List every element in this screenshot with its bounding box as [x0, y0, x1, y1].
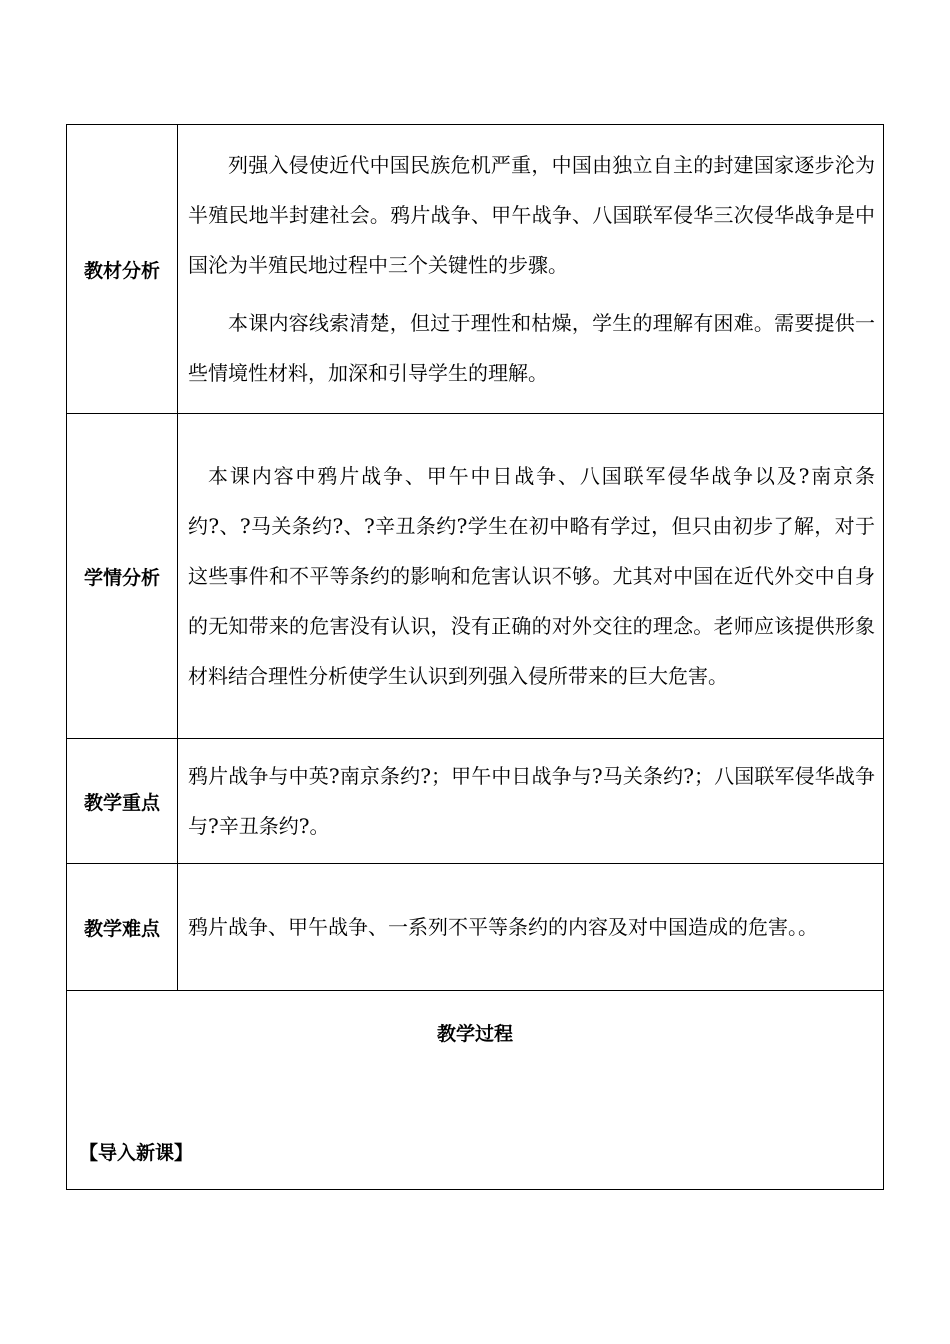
- paragraph: 鸦片战争与中英?南京条约?；甲午中日战争与?马关条约?；八国联军侵华战争与?辛丑条约?。: [188, 764, 875, 838]
- lesson-plan-table: [66, 124, 884, 1190]
- row-content: [178, 739, 884, 864]
- table-row-textbook-analysis: [67, 125, 884, 414]
- row-label: 教学重点: [67, 739, 178, 864]
- table-row-difficult-points: [67, 864, 884, 991]
- row-content: [178, 864, 884, 991]
- row-label: 教学难点: [67, 864, 178, 991]
- row-content: [178, 125, 884, 414]
- row-content: [178, 414, 884, 739]
- paragraph: 列强入侵使近代中国民族危机严重，中国由独立自主的封建国家逐步沦为半殖民地半封建社会。鸦片战争、甲午战争、八国联军侵华三次侵华战争是中国沦为半殖民地过程中三个关键性的步骤。: [188, 153, 875, 277]
- paragraph: 本课内容线索清楚，但过于理性和枯燥，学生的理解有困难。需要提供一些情境性材料，加深和引导学生的理解。: [188, 311, 875, 385]
- table-row-key-points: [67, 739, 884, 864]
- table-row-student-analysis: [67, 414, 884, 739]
- process-cell: [67, 991, 884, 1190]
- row-label: 教材分析: [67, 125, 178, 414]
- intro-heading: 【导入新课】: [79, 1142, 194, 1164]
- row-label: 学情分析: [67, 414, 178, 739]
- paragraph: 鸦片战争、甲午战争、一系列不平等条约的内容及对中国造成的危害。。: [188, 915, 818, 939]
- paragraph: 本课内容中鸦片战争、甲午中日战争、八国联军侵华战争以及?南京条约?、?马关条约?、?辛丑条约?学生在初中略有学过，但只由初步了解，对于这些事件和不平等条约的影响和危害认识不够。尤其对中国在近代外交中自身的无知带来的危害没有认识，没有正确的对外交往的理念。老师应该提供形象材料结合理性分析使学生认识到列强入侵所带来的巨大危害。: [188, 464, 875, 688]
- section-title: 教学过程: [436, 1023, 513, 1045]
- table-row-teaching-process: [67, 991, 884, 1190]
